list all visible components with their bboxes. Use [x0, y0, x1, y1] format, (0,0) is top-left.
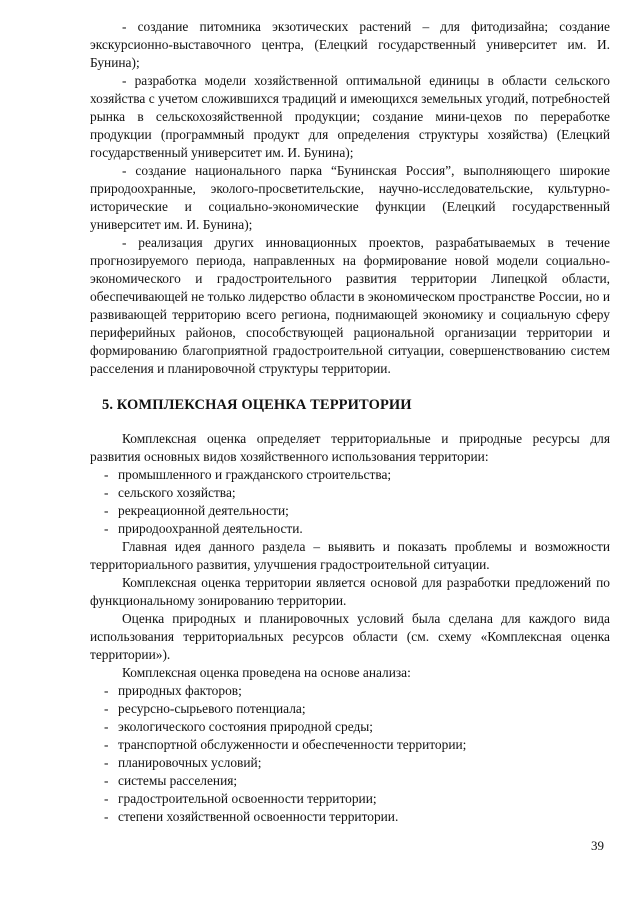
paragraph-evaluation: Оценка природных и планировочных условий была сделана для каждого вида использования территориальных ресурсов области (см. схему «Комплексная оценка территории»).: [90, 611, 610, 662]
list-item: - ресурсно-сырьевого потенциала;: [104, 700, 610, 718]
document-page: [90, 18, 610, 826]
list-item: - сельского хозяйства;: [104, 484, 610, 502]
paragraph-nursery: - создание питомника экзотических растений – для фитодизайна; создание экскурсионно-выставочного центра, (Елецкий государственный университет им. И. Бунина);: [90, 19, 610, 70]
paragraph-analysis-intro: Комплексная оценка проведена на основе анализа:: [122, 665, 411, 680]
spacer: [90, 414, 610, 430]
list-item: - степени хозяйственной освоенности территории.: [104, 808, 610, 826]
paragraph-innovation-projects: - реализация других инновационных проектов, разрабатываемых в течение прогнозируемого периода, направленных на формирование новой модели социально-экономического и градостроительного развития территории Липецкой области, обеспечивающей не только лидерство области в экономическом пространстве России, но и развивающей территорию всего региона, поднимающей экономику и социальную сферу периферийных районов, способствующей рациональной организации территории и формированию благоприятной градостроительной ситуации, совершенствованию систем расселения и планировочной структуры территории.: [90, 235, 610, 376]
paragraph-intro: Комплексная оценка определяет территориальные и природные ресурсы для развития основных видов хозяйственного использования территории:: [90, 431, 610, 464]
list-item: - природных факторов;: [104, 682, 610, 700]
use-list: [90, 466, 610, 538]
analysis-list: [90, 682, 610, 826]
paragraph-national-park: - создание национального парка “Бунинская Россия”, выполняющего широкие природоохранные, эколого-просветительские, научно-исследовательские, культурно-исторические и социально-экономические функции (Елецкий государственный университет им. И. Бунина);: [90, 163, 610, 232]
list-item: - природоохранной деятельности.: [104, 520, 610, 538]
section-heading: 5. КОМПЛЕКСНАЯ ОЦЕНКА ТЕРРИТОРИИ: [102, 397, 412, 413]
paragraph-basis: Комплексная оценка территории является основой для разработки предложений по функциональному зонированию территории.: [90, 575, 610, 608]
list-item: - рекреационной деятельности;: [104, 502, 610, 520]
paragraph-farm-model: - разработка модели хозяйственной оптимальной единицы в области сельского хозяйства с учетом сложившихся традиций и имеющихся земельных угодий, потребностей рынка в сельскохозяйственной продукции; создание мини-цехов по переработке продукции (программный продукт для определения структуры хозяйства) (Елецкий государственный университет им. И. Бунина);: [90, 73, 611, 160]
list-item: - системы расселения;: [104, 772, 610, 790]
list-item: - планировочных условий;: [104, 754, 610, 772]
list-item: - экологического состояния природной среды;: [104, 718, 610, 736]
list-item: - промышленного и гражданского строительства;: [104, 466, 610, 484]
list-item: - транспортной обслуженности и обеспеченности территории;: [104, 736, 610, 754]
paragraph-main-idea: Главная идея данного раздела – выявить и показать проблемы и возможности территориального развития, улучшения градостроительной ситуации.: [90, 539, 610, 572]
page-number: 39: [591, 838, 604, 853]
list-item: - градостроительной освоенности территории;: [104, 790, 610, 808]
